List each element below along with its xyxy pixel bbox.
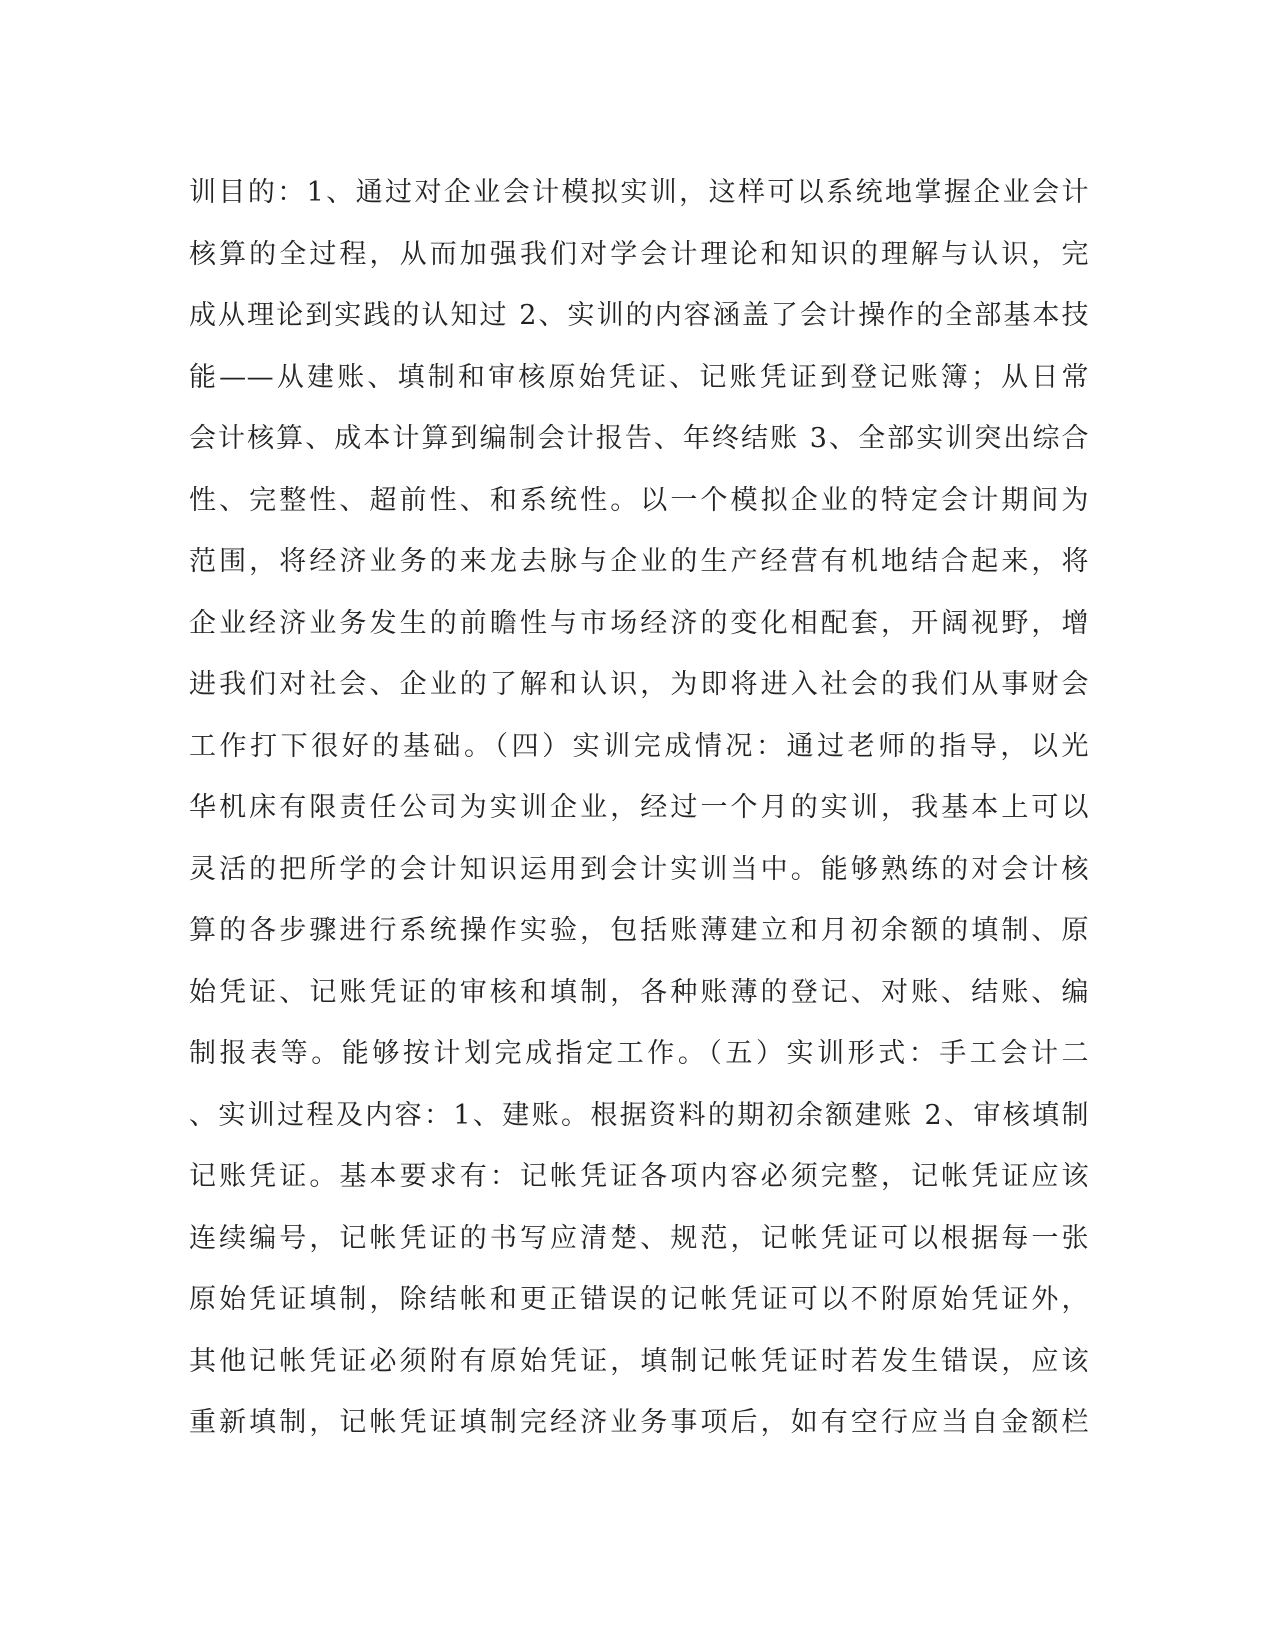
text-line: 重新填制，记帐凭证填制完经济业务事项后，如有空行应当自金额栏 (189, 1407, 1089, 1438)
text-line: 记账凭证。基本要求有：记帐凭证各项内容必须完整，记帐凭证应该 (189, 1161, 1089, 1192)
text-line: 范围，将经济业务的来龙去脉与企业的生产经营有机地结合起来，将 (189, 546, 1089, 577)
text-line: 、实训过程及内容：1、建账。根据资料的期初余额建账 2、审核填制 (189, 1099, 1089, 1131)
text-line: 工作打下很好的基础。（四）实训完成情况：通过老师的指导，以光 (189, 730, 1089, 762)
text-line: 核算的全过程，从而加强我们对学会计理论和知识的理解与认识，完 (189, 238, 1089, 270)
text-line: 灵活的把所学的会计知识运用到会计实训当中。能够熟练的对会计核 (189, 853, 1089, 885)
text-line: 性、完整性、超前性、和系统性。以一个模拟企业的特定会计期间为 (189, 484, 1089, 516)
text-line: 算的各步骤进行系统操作实验，包括账薄建立和月初余额的填制、原 (189, 915, 1089, 946)
text-line: 制报表等。能够按计划完成指定工作。（五）实训形式：手工会计二 (189, 1038, 1089, 1069)
text-line: 华机床有限责任公司为实训企业，经过一个月的实训，我基本上可以 (189, 792, 1089, 823)
text-line: 原始凭证填制，除结帐和更正错误的记帐凭证可以不附原始凭证外， (189, 1284, 1089, 1315)
text-line: 其他记帐凭证必须附有原始凭证，填制记帐凭证时若发生错误，应该 (189, 1345, 1089, 1377)
text-line: 企业经济业务发生的前瞻性与市场经济的变化相配套，开阔视野，增 (189, 607, 1089, 639)
text-line: 成从理论到实践的认知过 2、实训的内容涵盖了会计操作的全部基本技 (189, 300, 1089, 331)
text-line: 进我们对社会、企业的了解和认识，为即将进入社会的我们从事财会 (189, 669, 1089, 700)
body-text (189, 162, 1089, 1454)
text-line: 会计核算、成本计算到编制会计报告、年终结账 3、全部实训突出综合 (189, 423, 1089, 454)
text-line: 训目的：1、通过对企业会计模拟实训，这样可以系统地掌握企业会计 (189, 177, 1089, 208)
text-line: 连续编号，记帐凭证的书写应清楚、规范，记帐凭证可以根据每一张 (189, 1222, 1089, 1254)
text-line: 始凭证、记账凭证的审核和填制，各种账薄的登记、对账、结账、编 (189, 976, 1089, 1008)
text-line: 能——从建账、填制和审核原始凭证、记账凭证到登记账簿；从日常 (189, 361, 1089, 393)
